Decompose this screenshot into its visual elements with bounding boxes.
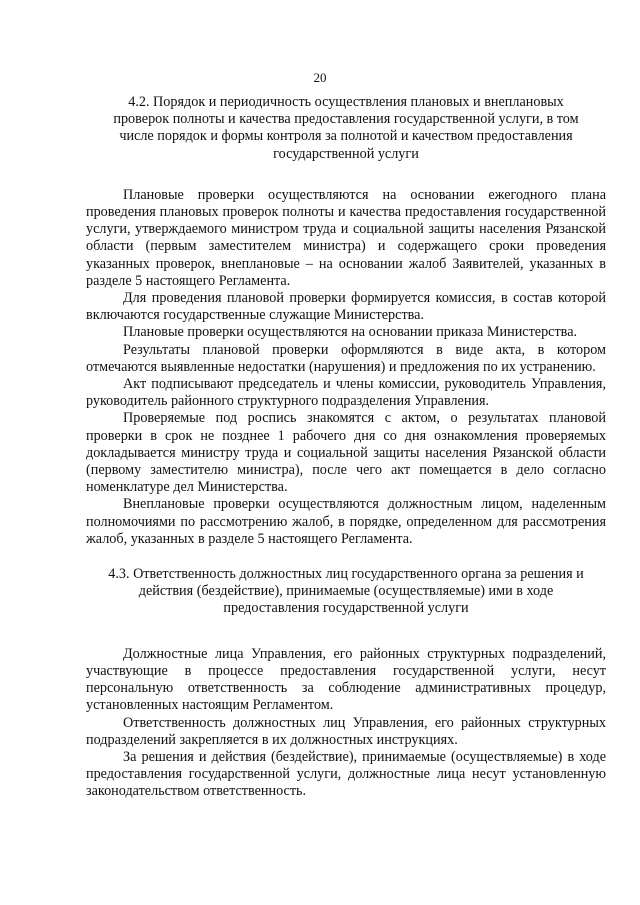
section-4-2-heading: 4.2. Порядок и периодичность осуществления плановых и внеплановых проверок полноты и качества предоставления государственной услуги, в том числе порядок и формы контроля за полнотой и качеством предоставления государственной услуги: [113, 94, 579, 162]
section-4-2-paragraph: Для проведения плановой проверки формируется комиссия, в состав которой включаются государственные служащие Министерства.: [86, 290, 606, 324]
spacer: [86, 163, 606, 187]
section-4-2-paragraph: Результаты плановой проверки оформляются в виде акта, в котором отмечаются выявленные недостатки (нарушения) и предложения по их устранению.: [86, 341, 606, 375]
section-4-3-heading: 4.3. Ответственность должностных лиц государственного органа за решения и действия (бездействие), принимаемые (осуществляемые) ими в ходе предоставления государственной услуги: [108, 566, 584, 617]
page-content: [86, 94, 606, 801]
section-4-3-paragraph: Ответственность должностных лиц Управления, его районных структурных подразделений закрепляется в их должностных инструкциях.: [86, 714, 606, 748]
section-4-3-paragraph: За решения и действия (бездействие), принимаемые (осуществляемые) в ходе предоставления государственной услуги, должностные лица несут установленную законодательством ответственность.: [86, 748, 606, 800]
section-4-2-paragraph: Проверяемые под роспись знакомятся с актом, о результатах плановой проверки в срок не позднее 1 рабочего дня со дня ознакомления проверяемых докладывается министру труда и социальной защиты населения Рязанской области (первому заместителю министра), после чего акт помещается в дело согласно номенклатуре дел Министерства.: [86, 410, 606, 496]
section-4-2-paragraph: Акт подписывают председатель и члены комиссии, руководитель Управления, руководитель районного структурного подразделения Управления.: [86, 376, 606, 410]
page-number: 20: [313, 70, 327, 85]
spacer: [86, 548, 606, 566]
spacer: [86, 618, 606, 646]
section-4-3-paragraph: Должностные лица Управления, его районных структурных подразделений, участвующие в процессе предоставления государственной услуги, несут персональную ответственность за соблюдение административных процедур, установленных настоящим Регламентом.: [86, 645, 606, 714]
section-4-2-paragraph: Внеплановые проверки осуществляются должностным лицом, наделенным полномочиями по рассмотрению жалоб, в порядке, определенном для рассмотрения жалоб, указанных в разделе 5 настоящего Регламента.: [86, 496, 606, 547]
section-4-2-paragraph: Плановые проверки осуществляются на основании ежегодного плана проведения плановых проверок полноты и качества предоставления государственной услуги, утверждаемого министром труда и социальной защиты населения Рязанской области (первым заместителем министра) и содержащего сроки проведения указанных проверок, внеплановые – на основании жалоб Заявителей, указанных в разделе 5 настоящего Регламента.: [86, 186, 606, 289]
section-4-2-paragraph: Плановые проверки осуществляются на основании приказа Министерства.: [123, 324, 578, 341]
